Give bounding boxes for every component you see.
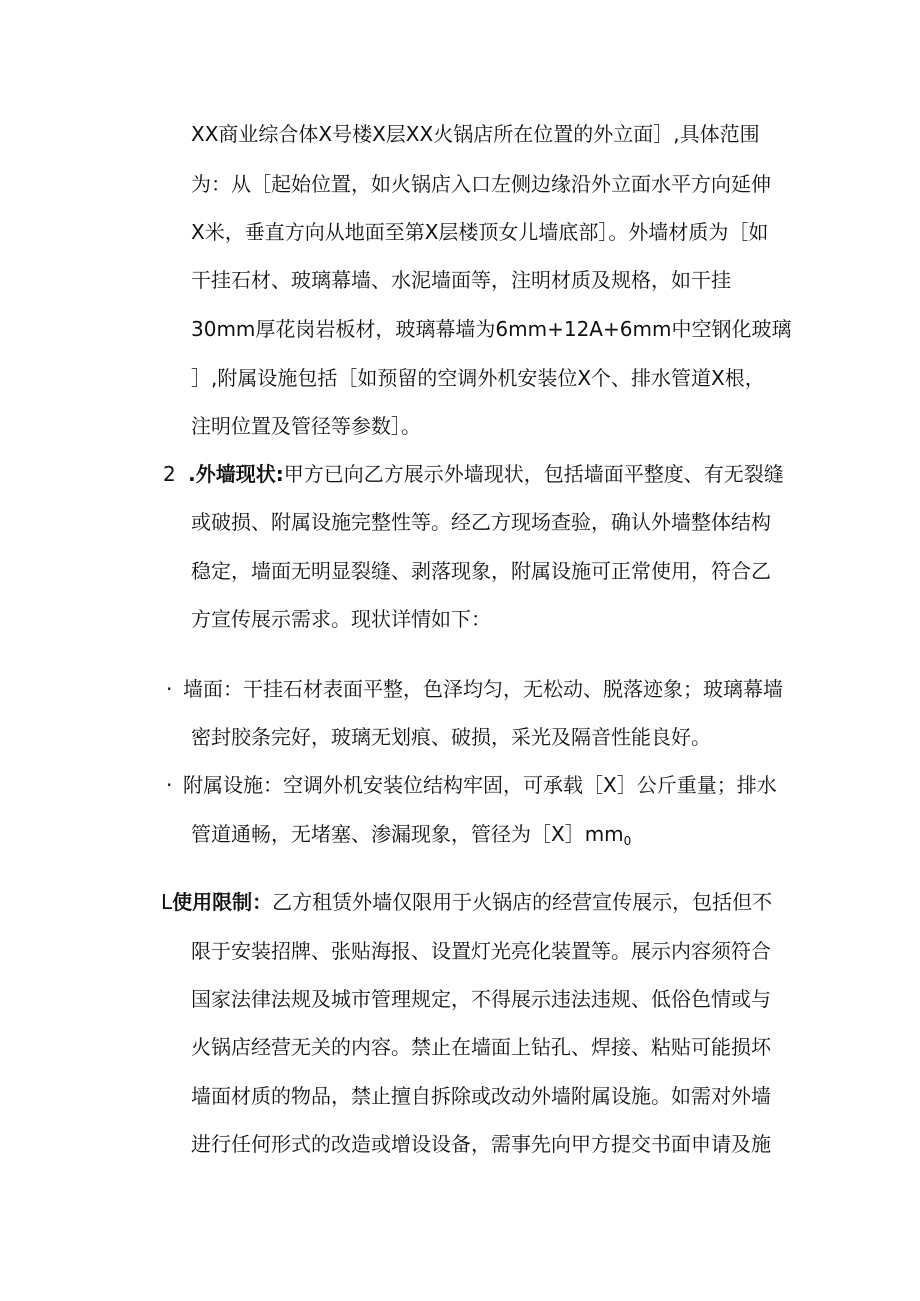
section1-line: X米，垂直方向从地面至第X层楼顶女儿墙底部］。外墙材质为［如 [191,220,769,244]
section2-first-line [163,461,784,487]
bullet-wall-first-line [166,676,783,702]
section3-line: 火锅店经营无关的内容。禁止在墙面上钻孔、焊接、粘贴可能损坏 [191,1035,771,1059]
bullet-facilities-second-line [191,821,631,854]
section3-line: 进行任何形式的改造或增设设备，需事先向甲方提交书面申请及施 [191,1132,771,1156]
section1-line: 注明位置及管径等参数］。 [191,414,421,438]
section3-line: 乙方租赁外墙仅限用于火锅店的经营宣传展示，包括但不 [272,890,773,914]
section2-title: .外墙现状: [188,462,284,486]
bullet-facilities-line: 管道通畅，无堵塞、渗漏现象，管径为［X］mm [191,822,624,846]
bullet-facilities-line: 附属设施：空调外机安装位结构牢固，可承载［X］公斤重量；排水 [183,773,777,797]
section1-line: 干挂石材、玻璃幕墙、水泥墙面等，注明材质及规格，如干挂 [191,268,731,292]
section1-line: 30mm厚花岗岩板材，玻璃幕墙为6mm+12A+6mm中空钢化玻璃 [191,317,792,341]
section1-line: XX商业综合体X号楼X层XX火锅店所在位置的外立面］,具体范围 [191,122,760,146]
section1-line: ］,附属设施包括［如预留的空调外机安装位X个、排水管道X根， [191,366,765,390]
section2-line: 甲方已向乙方展示外墙现状，包括墙面平整度、有无裂缝 [283,462,784,486]
section3-line: 限于安装招牌、张贴海报、设置灯光亮化装置等。展示内容须符合 [191,939,771,963]
section2-line: 稳定，墙面无明显裂缝、剥落现象，附属设施可正常使用，符合乙 [191,559,771,583]
section3-first-line [161,889,772,915]
section1-line: 为：从［起始位置，如火锅店入口左侧边缘沿外立面水平方向延伸 [191,172,771,196]
section3-line: 国家法律法规及城市管理规定，不得展示违法违规、低俗色情或与 [191,987,771,1011]
section3-prefix: L [161,890,173,914]
section3-line: 墙面材质的物品，禁止擅自拆除或改动外墙附属设施。如需对外墙 [191,1084,771,1108]
section2-line: 或破损、附属设施完整性等。经乙方现场查验，确认外墙整体结构 [191,510,771,534]
bullet-facilities-first-line [166,772,777,798]
bullet-wall-line: 密封胶条完好，玻璃无划痕、破损，采光及隔音性能良好。 [191,725,711,749]
section3-title: 使用限制： [172,890,273,914]
bullet-marker: · [166,677,173,701]
section2-number: 2 [163,462,176,486]
bullet-marker: · [166,773,173,797]
section2-line: 方宣传展示需求。现状详情如下： [191,607,491,631]
subscript-zero: 0 [623,834,632,848]
bullet-wall-line: 墙面：干挂石材表面平整，色泽均匀，无松动、脱落迹象；玻璃幕墙 [183,677,783,701]
